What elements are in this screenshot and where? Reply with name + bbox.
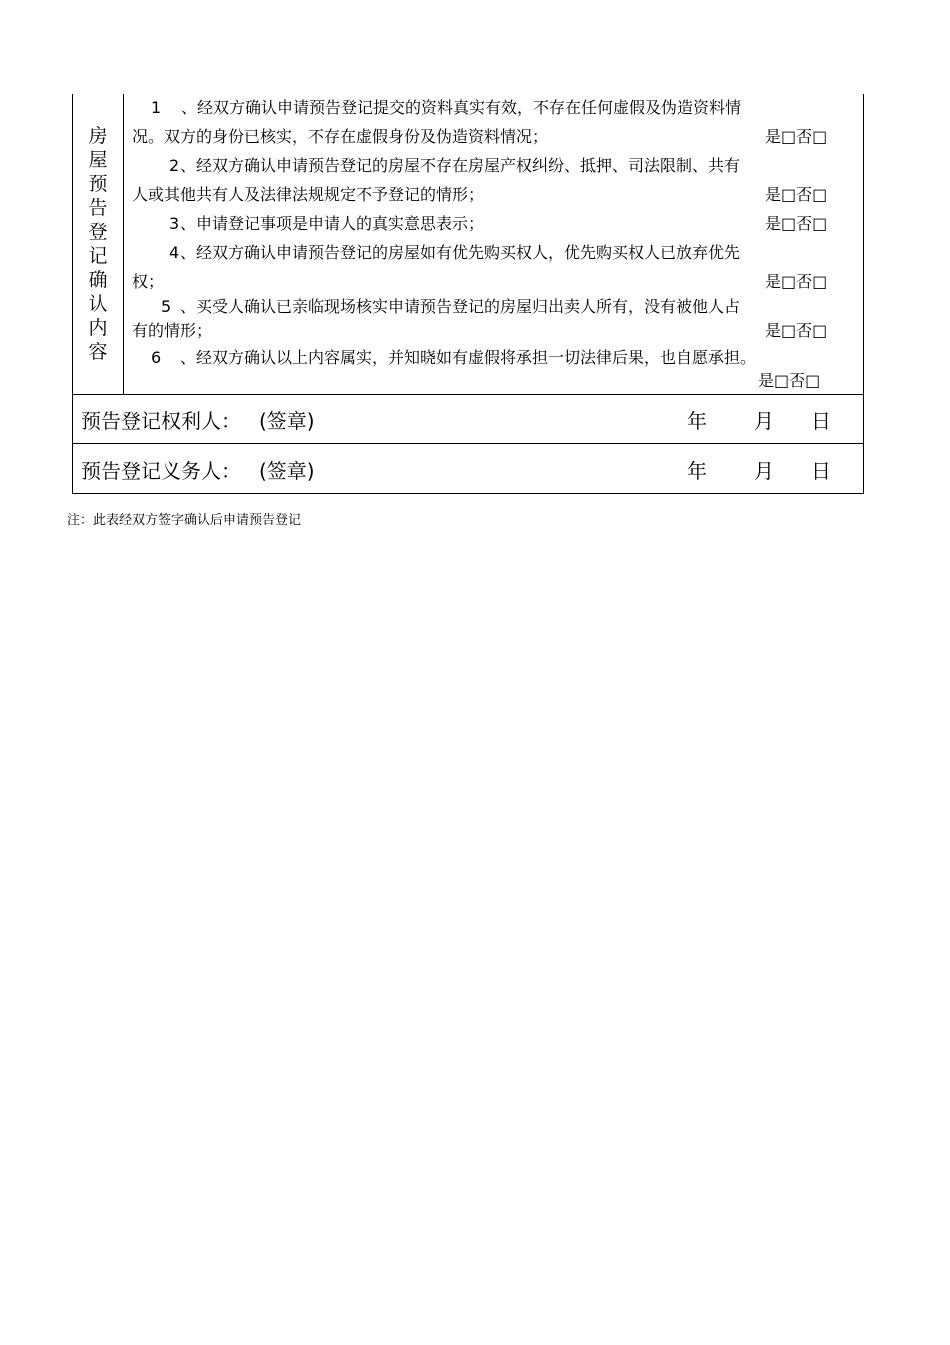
item-1-text-cont: 况。双方的身份已核实，不存在虚假身份及伪造资料情况；	[132, 127, 549, 146]
right-holder-year: 年	[687, 409, 707, 433]
row-divider	[73, 394, 863, 395]
right-holder-day: 日	[811, 409, 831, 433]
right-holder-seal-label[interactable]: (签章)	[259, 409, 315, 433]
item-3-yes-no-checkbox[interactable]: 是□否□	[765, 214, 828, 233]
item-5-text: 、买受人确认已亲临现场核实申请预告登记的房屋归出卖人所有，没有被他人占	[180, 297, 741, 316]
side-label-char: 容	[88, 341, 108, 363]
obligor-label: 预告登记义务人：	[81, 459, 241, 483]
obligor-seal-label[interactable]: (签章)	[259, 459, 315, 483]
item-2-text: 、经双方确认申请预告登记的房屋不存在房屋产权纠纷、抵押、司法限制、共有	[180, 156, 741, 175]
side-label-char: 预	[88, 173, 108, 195]
side-label-char: 登	[88, 221, 108, 243]
item-2-yes-no-checkbox[interactable]: 是□否□	[765, 185, 828, 204]
obligor-day: 日	[811, 459, 831, 483]
side-label-char: 告	[88, 197, 108, 219]
obligor-year: 年	[687, 459, 707, 483]
item-5-yes-no-checkbox[interactable]: 是□否□	[765, 321, 828, 340]
item-4-text: 、经双方确认申请预告登记的房屋如有优先购买权人，优先购买权人已放弃优先	[180, 243, 741, 262]
item-5-number: 5	[161, 297, 172, 316]
item-4-number: 4	[169, 243, 180, 262]
side-label-char: 屋	[88, 149, 108, 171]
item-1-yes-no-checkbox[interactable]: 是□否□	[765, 127, 828, 146]
right-holder-month: 月	[754, 409, 774, 433]
row-divider	[73, 443, 863, 444]
item-5-text-cont: 有的情形；	[132, 321, 213, 340]
side-label-char: 确	[88, 269, 108, 291]
confirmation-items	[125, 94, 863, 394]
item-6-text: 、经双方确认以上内容属实，并知晓如有虚假将承担一切法律后果，也自愿承担。	[180, 348, 757, 367]
item-4-yes-no-checkbox[interactable]: 是□否□	[765, 272, 828, 291]
side-label-char: 房	[88, 125, 108, 147]
item-1-number: 1	[151, 98, 162, 117]
item-2-text-cont: 人或其他共有人及法律法规规定不予登记的情形；	[132, 185, 485, 204]
right-holder-label: 预告登记权利人：	[81, 409, 241, 433]
item-6-yes-no-checkbox[interactable]: 是□否□	[758, 371, 821, 390]
item-2-number: 2	[169, 156, 180, 175]
obligor-month: 月	[754, 459, 774, 483]
footnote: 注：此表经双方签字确认后申请预告登记	[67, 513, 302, 528]
section-side-label	[73, 94, 124, 394]
item-4-text-cont: 权；	[132, 272, 165, 291]
item-3-text: 、申请登记事项是申请人的真实意思表示；	[180, 214, 485, 233]
item-3-number: 3	[169, 214, 180, 233]
side-label-char: 内	[88, 317, 108, 339]
item-6-number: 6	[151, 348, 162, 367]
item-1-text: 、经双方确认申请预告登记提交的资料真实有效，不存在任何虚假及伪造资料情	[181, 98, 742, 117]
side-label-char: 认	[88, 293, 108, 315]
side-label-char: 记	[88, 245, 108, 267]
confirmation-table	[72, 94, 864, 494]
